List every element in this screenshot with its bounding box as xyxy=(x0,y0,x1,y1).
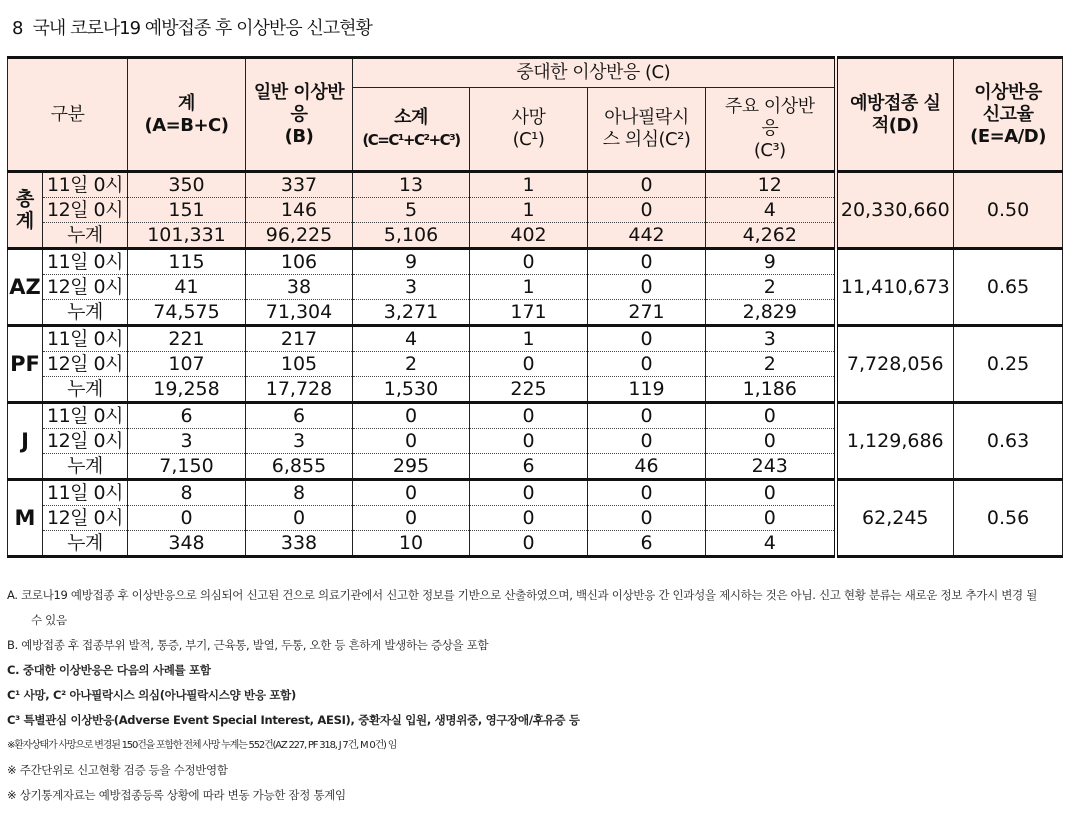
header-vaccinated: 예방접종 실 적(D) xyxy=(836,58,954,172)
row-label: 12일 0시 xyxy=(43,506,128,531)
table-cell: 146 xyxy=(246,198,353,223)
table-cell: 1,530 xyxy=(353,377,470,403)
row-label: 11일 0시 xyxy=(43,249,128,275)
vaccine-name: AZ xyxy=(8,249,43,326)
table-row xyxy=(8,249,1063,275)
table-cell: 0 xyxy=(470,403,588,429)
note-weekly: ※ 주간단위로 신고현황 검증 등을 수정반영함 xyxy=(7,763,228,777)
table-cell: 0 xyxy=(470,352,588,377)
note-c3: C³ 특별관심 이상반응(Adverse Event Special Interest, AESI), 중환자실 입원, 생명위중, 영구장애/후유증 등 xyxy=(7,713,580,727)
table-cell: 0 xyxy=(706,403,836,429)
note-a: A. 코로나19 예방접종 후 이상반응으로 의심되어 신고된 건으로 의료기관에서 신고한 정보를 기반으로 산출하였으며, 백신과 이상반응 간 인과성을 제시하는 것은 아님. 신고 현황 분류는 새로운 정보 추가시 변경 될 xyxy=(7,588,1038,602)
table-cell: 0 xyxy=(470,429,588,454)
table-cell: 74,575 xyxy=(128,300,246,326)
table-cell: 12 xyxy=(706,172,836,198)
table-cell: 0 xyxy=(470,480,588,506)
vaccine-name: J xyxy=(8,403,43,480)
table-row xyxy=(8,480,1063,506)
table-cell: 3 xyxy=(706,326,836,352)
header-death: 사망 (C¹) xyxy=(470,88,588,172)
header-general: 일반 이상반 응 (B) xyxy=(246,58,353,172)
note-c1-c2: C¹ 사망, C² 아나필락시스 의심(아나필락시스양 반응 포함) xyxy=(7,688,296,702)
table-cell: 6 xyxy=(588,531,706,557)
table-row xyxy=(8,172,1063,198)
vaccinated-count: 11,410,673 xyxy=(836,249,954,326)
table-cell: 1 xyxy=(470,172,588,198)
table-cell: 171 xyxy=(470,300,588,326)
table-cell: 0 xyxy=(706,480,836,506)
table-cell: 0 xyxy=(588,403,706,429)
report-rate: 0.25 xyxy=(954,326,1063,403)
table-cell: 151 xyxy=(128,198,246,223)
note-c: C. 중대한 이상반응은 다음의 사례를 포함 xyxy=(7,663,211,677)
table-cell: 0 xyxy=(588,275,706,300)
table-cell: 3,271 xyxy=(353,300,470,326)
table-cell: 348 xyxy=(128,531,246,557)
header-serious: 중대한 이상반응 (C) xyxy=(353,58,836,88)
table-row xyxy=(8,403,1063,429)
table-cell: 3 xyxy=(353,275,470,300)
table-cell: 1 xyxy=(470,198,588,223)
table-cell: 7,150 xyxy=(128,454,246,480)
table-cell: 0 xyxy=(470,531,588,557)
table-cell: 402 xyxy=(470,223,588,249)
table-cell: 8 xyxy=(128,480,246,506)
footnotes xyxy=(7,583,1075,808)
row-label: 누계 xyxy=(43,223,128,249)
header-total: 계 (A=B+C) xyxy=(128,58,246,172)
row-label: 12일 0시 xyxy=(43,429,128,454)
note-b: B. 예방접종 후 접종부위 발적, 통증, 부기, 근육통, 발열, 두통, 오한 등 흔하게 발생하는 증상을 포함 xyxy=(7,638,489,652)
row-label: 누계 xyxy=(43,377,128,403)
table-cell: 1,186 xyxy=(706,377,836,403)
note-a-cont: 수 있음 xyxy=(31,613,67,627)
note-provisional: ※ 상기통계자료는 예방접종등록 상황에 따라 변동 가능한 잠정 통계임 xyxy=(7,788,346,802)
header-anaphylaxis: 아나필락시 스 의심(C²) xyxy=(588,88,706,172)
table-cell: 337 xyxy=(246,172,353,198)
row-label: 누계 xyxy=(43,300,128,326)
table-cell: 0 xyxy=(588,429,706,454)
table-cell: 6 xyxy=(128,403,246,429)
table-cell: 6 xyxy=(246,403,353,429)
table-cell: 0 xyxy=(588,249,706,275)
table-cell: 4,262 xyxy=(706,223,836,249)
table-cell: 8 xyxy=(246,480,353,506)
table-cell: 10 xyxy=(353,531,470,557)
row-label: 12일 0시 xyxy=(43,275,128,300)
table-cell: 295 xyxy=(353,454,470,480)
table-cell: 442 xyxy=(588,223,706,249)
table-cell: 0 xyxy=(353,480,470,506)
vaccinated-count: 1,129,686 xyxy=(836,403,954,480)
table-row xyxy=(8,326,1063,352)
header-major: 주요 이상반 응 (C³) xyxy=(706,88,836,172)
table-cell: 4 xyxy=(706,198,836,223)
vaccine-name: 총 계 xyxy=(8,172,43,249)
table-cell: 2 xyxy=(706,352,836,377)
table-cell: 350 xyxy=(128,172,246,198)
table-cell: 0 xyxy=(706,429,836,454)
table-cell: 119 xyxy=(588,377,706,403)
table-cell: 6,855 xyxy=(246,454,353,480)
table-cell: 115 xyxy=(128,249,246,275)
table-cell: 46 xyxy=(588,454,706,480)
table-cell: 0 xyxy=(128,506,246,531)
table-cell: 5,106 xyxy=(353,223,470,249)
table-cell: 71,304 xyxy=(246,300,353,326)
table-cell: 9 xyxy=(353,249,470,275)
header-category: 구분 xyxy=(8,58,128,172)
table-cell: 107 xyxy=(128,352,246,377)
table-cell: 0 xyxy=(353,506,470,531)
table-cell: 4 xyxy=(353,326,470,352)
row-label: 11일 0시 xyxy=(43,480,128,506)
adverse-event-table xyxy=(7,56,1063,558)
table-cell: 221 xyxy=(128,326,246,352)
table-cell: 19,258 xyxy=(128,377,246,403)
vaccinated-count: 20,330,660 xyxy=(836,172,954,249)
table-cell: 0 xyxy=(588,326,706,352)
row-label: 누계 xyxy=(43,454,128,480)
table-cell: 271 xyxy=(588,300,706,326)
report-rate: 0.63 xyxy=(954,403,1063,480)
vaccine-name: M xyxy=(8,480,43,557)
note-deaths: ※환자상태가 사망으로 변경된 150건을 포함한 전체 사망 누계는 552건(AZ 227, PF 318, J 7건, M 0건) 임 xyxy=(7,740,397,751)
table-cell: 101,331 xyxy=(128,223,246,249)
table-cell: 0 xyxy=(588,480,706,506)
table-cell: 6 xyxy=(470,454,588,480)
table-cell: 0 xyxy=(353,403,470,429)
table-cell: 38 xyxy=(246,275,353,300)
table-cell: 4 xyxy=(706,531,836,557)
table-cell: 338 xyxy=(246,531,353,557)
table-cell: 0 xyxy=(588,198,706,223)
header-subtotal: 소계 (C=C¹+C²+C³) xyxy=(353,88,470,172)
vaccine-name: PF xyxy=(8,326,43,403)
table-cell: 225 xyxy=(470,377,588,403)
table-cell: 0 xyxy=(470,249,588,275)
table-cell: 9 xyxy=(706,249,836,275)
table-cell: 3 xyxy=(246,429,353,454)
table-cell: 2 xyxy=(706,275,836,300)
title-number: 8 xyxy=(12,18,23,39)
table-cell: 3 xyxy=(128,429,246,454)
table-cell: 1 xyxy=(470,326,588,352)
row-label: 11일 0시 xyxy=(43,403,128,429)
table-cell: 96,225 xyxy=(246,223,353,249)
report-rate: 0.50 xyxy=(954,172,1063,249)
table-cell: 0 xyxy=(588,172,706,198)
table-cell: 13 xyxy=(353,172,470,198)
header-rate: 이상반응 신고율 (E=A/D) xyxy=(954,58,1063,172)
table-cell: 0 xyxy=(470,506,588,531)
report-rate: 0.65 xyxy=(954,249,1063,326)
vaccinated-count: 7,728,056 xyxy=(836,326,954,403)
page-title xyxy=(12,14,372,40)
title-text: 국내 코로나19 예방접종 후 이상반응 신고현황 xyxy=(32,18,372,39)
table-cell: 243 xyxy=(706,454,836,480)
table-cell: 217 xyxy=(246,326,353,352)
table-cell: 0 xyxy=(588,352,706,377)
table-cell: 17,728 xyxy=(246,377,353,403)
report-rate: 0.56 xyxy=(954,480,1063,557)
row-label: 11일 0시 xyxy=(43,172,128,198)
table-cell: 0 xyxy=(706,506,836,531)
row-label: 11일 0시 xyxy=(43,326,128,352)
table-cell: 2 xyxy=(353,352,470,377)
row-label: 누계 xyxy=(43,531,128,557)
row-label: 12일 0시 xyxy=(43,352,128,377)
table-cell: 0 xyxy=(246,506,353,531)
table-cell: 1 xyxy=(470,275,588,300)
table-cell: 5 xyxy=(353,198,470,223)
table-cell: 0 xyxy=(353,429,470,454)
table-cell: 105 xyxy=(246,352,353,377)
table-cell: 106 xyxy=(246,249,353,275)
vaccinated-count: 62,245 xyxy=(836,480,954,557)
table-cell: 41 xyxy=(128,275,246,300)
table-cell: 2,829 xyxy=(706,300,836,326)
table-cell: 0 xyxy=(588,506,706,531)
row-label: 12일 0시 xyxy=(43,198,128,223)
